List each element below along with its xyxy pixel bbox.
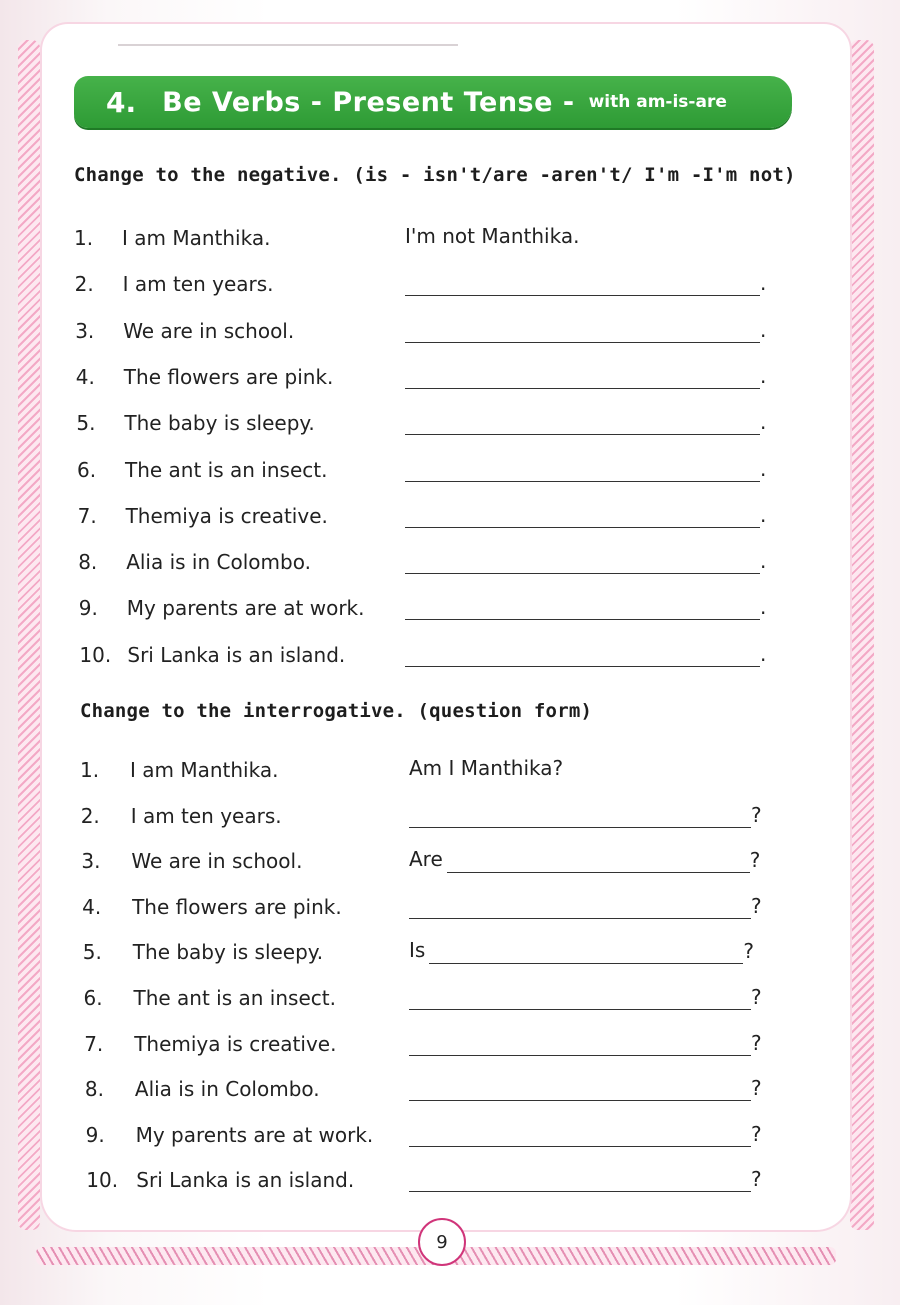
exercise-row [83,932,803,966]
item-number: 1. [74,226,94,250]
item-number: 5. [76,411,96,436]
exercise-row [80,750,800,784]
source-sentence: The baby is sleepy. [124,411,315,436]
answer-blank-line[interactable] [409,1033,751,1056]
answer-blank-line[interactable] [409,896,751,919]
source-sentence: Sri Lanka is an island. [127,642,346,667]
lesson-title: Be Verbs - Present Tense - [162,86,575,118]
answer-area [409,845,760,873]
answer-area [409,1119,762,1147]
end-punctuation: ? [750,1076,762,1101]
answer-blank-line[interactable] [405,320,760,343]
example-answer: I'm not Manthika. [405,224,580,248]
end-punctuation: ? [750,802,762,827]
answer-area [405,454,766,482]
source-sentence: The flowers are pink. [132,894,342,919]
source-sentence: I am Manthika. [122,226,271,250]
answer-blank-line[interactable] [409,805,751,828]
answer-area [409,936,754,964]
left-border-decoration [18,40,40,1230]
answer-area [405,268,766,296]
item-number: 10. [86,1168,119,1193]
answer-area [405,361,766,389]
answer-area [409,1073,762,1101]
answer-blank-line[interactable] [405,505,760,528]
source-sentence: Alia is in Colombo. [126,550,311,575]
page-number: 9 [418,1218,466,1266]
item-number: 4. [75,364,95,389]
end-punctuation: ? [743,939,754,964]
item-number: 10. [79,642,112,667]
source-sentence: Themiya is creative. [134,1031,337,1056]
answer-area [405,500,766,528]
item-number: 8. [84,1077,104,1102]
exercise-row [81,841,801,875]
end-punctuation: . [759,641,767,666]
end-punctuation: . [759,549,767,574]
exercise-row [82,887,802,921]
answer-blank-line[interactable] [409,1124,751,1147]
end-punctuation: ? [750,1121,762,1146]
item-number: 3. [81,849,101,874]
end-punctuation: . [759,502,767,527]
item-number: 4. [82,894,102,919]
source-sentence: Alia is in Colombo. [134,1077,320,1102]
answer-area [409,1028,762,1056]
answer-area [409,982,762,1010]
item-number: 6. [77,457,97,482]
exercise-row [86,1115,806,1149]
answer-area [409,800,762,828]
source-sentence: My parents are at work. [126,596,365,621]
end-punctuation: ? [750,1167,762,1192]
source-sentence: Themiya is creative. [125,503,328,528]
answer-area [409,1164,762,1192]
answer-blank-line[interactable] [405,597,760,620]
exercise-row [86,1160,806,1194]
item-number: 9. [78,596,98,621]
negative-section-heading: Change to the negative. (is - isn't/are -aren't/ I'm -I'm not) [74,164,796,186]
item-number: 2. [80,803,100,828]
answer-prefix: Are [408,847,443,872]
answer-blank-line[interactable] [405,551,760,574]
item-number: 6. [83,986,103,1010]
item-number: 9. [85,1122,105,1147]
answer-area [405,407,766,435]
end-punctuation: ? [750,893,762,918]
exercise-row [75,264,795,298]
exercise-row [79,588,799,622]
exercise-row [84,1024,804,1058]
answer-prefix: Is [408,938,426,963]
source-sentence: I am Manthika. [130,758,279,782]
exercise-row [84,978,804,1012]
lesson-subtitle: with am-is-are [588,92,727,112]
exercise-row [76,403,796,437]
exercise-row [81,796,801,830]
item-number: 8. [78,550,98,575]
top-divider [118,44,458,46]
end-punctuation: . [759,595,767,620]
source-sentence: Sri Lanka is an island. [136,1168,355,1193]
answer-area [409,891,762,919]
exercise-row [79,635,799,669]
exercise-row [75,311,795,345]
source-sentence: The baby is sleepy. [132,940,324,965]
end-punctuation: ? [749,848,761,873]
item-number: 1. [80,758,100,782]
answer-area [405,592,766,620]
answer-blank-line[interactable] [405,644,760,667]
right-border-decoration [850,40,874,1230]
exercise-row [85,1069,805,1103]
answer-blank-line[interactable] [409,1078,751,1101]
lesson-number: 4. [106,85,137,119]
lesson-title-bar [74,76,792,128]
answer-blank-line[interactable] [409,1169,751,1192]
exercise-row [78,496,798,530]
answer-area [405,315,766,343]
source-sentence: I am ten years. [122,272,274,297]
interrogative-section-heading: Change to the interrogative. (question form) [80,700,593,722]
source-sentence: We are in school. [123,318,295,343]
source-sentence: The flowers are pink. [123,364,334,389]
answer-area [409,754,563,782]
end-punctuation: . [759,317,767,342]
item-number: 3. [75,318,95,343]
answer-area [405,639,766,667]
source-sentence: My parents are at work. [135,1122,374,1147]
exercise-row [78,542,798,576]
source-sentence: We are in school. [131,849,303,874]
item-number: 7. [77,503,97,528]
answer-blank-line[interactable] [447,850,750,873]
answer-blank-line[interactable] [405,459,760,482]
item-number: 5. [82,940,102,965]
end-punctuation: . [759,410,767,435]
exercise-row [77,450,797,484]
item-number: 2. [74,272,94,297]
exercise-row [76,357,796,391]
end-punctuation: . [759,363,767,388]
end-punctuation: ? [750,1030,762,1055]
answer-area [405,222,579,250]
end-punctuation: . [760,456,767,481]
answer-blank-line[interactable] [405,273,760,296]
answer-blank-line[interactable] [405,366,760,389]
source-sentence: The ant is an insect. [133,986,336,1010]
item-number: 7. [84,1031,104,1056]
answer-area [405,546,766,574]
end-punctuation: . [759,271,767,296]
source-sentence: I am ten years. [130,803,282,828]
answer-blank-line[interactable] [409,987,751,1010]
end-punctuation: ? [751,985,762,1009]
example-answer: Am I Manthika? [409,756,564,780]
exercise-row [74,218,794,252]
source-sentence: The ant is an insect. [125,457,328,482]
answer-blank-line[interactable] [429,941,743,964]
answer-blank-line[interactable] [405,412,760,435]
